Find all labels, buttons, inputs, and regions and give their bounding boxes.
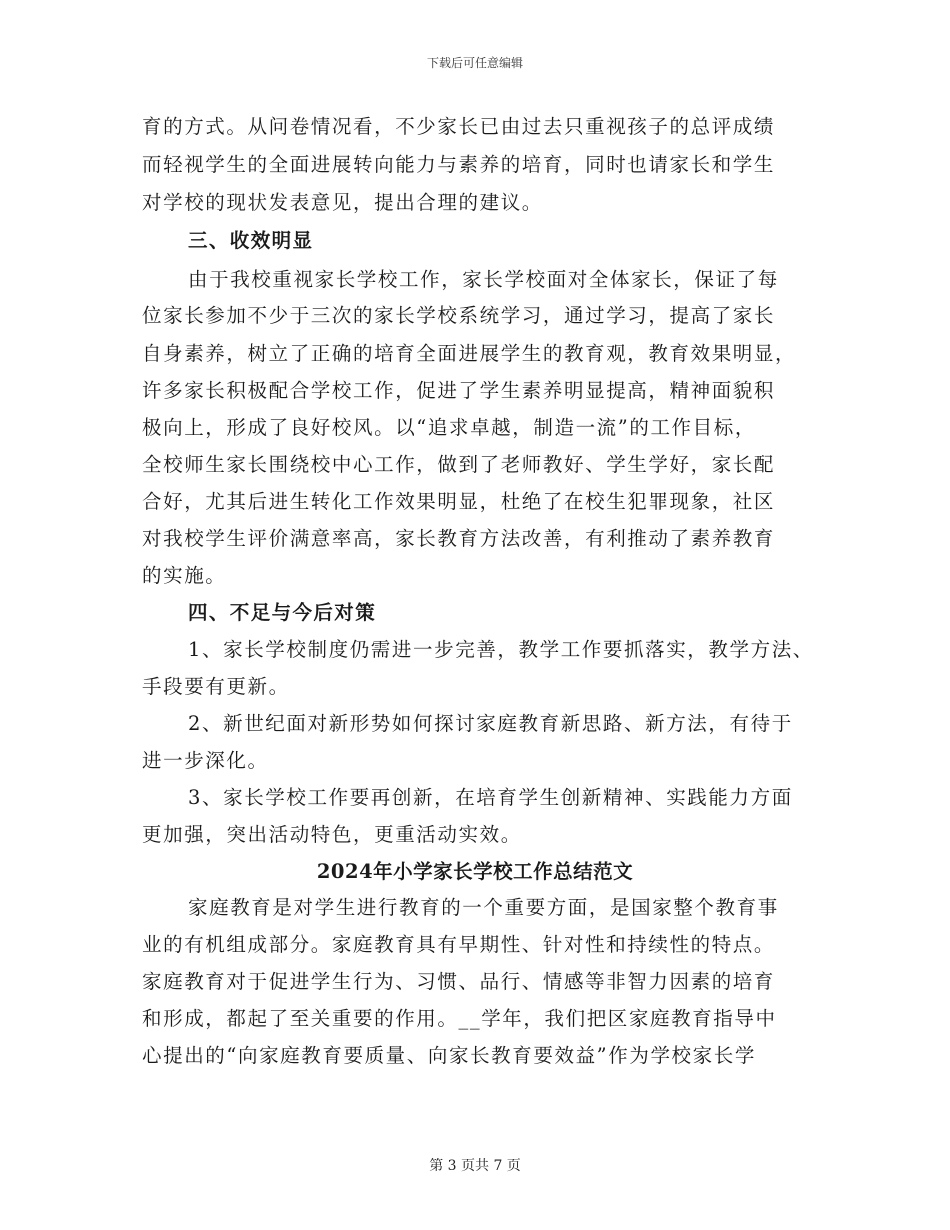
text-line: 由于我校重视家长学校工作，家长学校面对全体家长，保证了每 <box>188 268 779 291</box>
section-heading: 四、不足与今后对策 <box>188 601 377 624</box>
text-line: 极向上，形成了良好校风。以“追求卓越，制造一流”的工作目标， <box>142 416 756 439</box>
text-line: 家庭教育对于促进学生行为、习惯、品行、情感等非智力因素的培育 <box>142 970 776 993</box>
text-line: 全校师生家长围绕校中心工作，做到了老师教好、学生学好，家长配 <box>142 453 776 476</box>
text-line: 和形成，都起了至关重要的作用。__学年，我们把区家庭教育指导中 <box>142 1007 777 1030</box>
text-line: 育的方式。从问卷情况看，不少家长已由过去只重视孩子的总评成绩 <box>142 115 776 138</box>
document-title: 2024年小学家长学校工作总结范文 <box>316 860 634 883</box>
list-item: 3、家长学校工作要再创新，在培育学生创新精神、实践能力方面 <box>188 786 793 809</box>
text-line: 对学校的现状发表意见，提出合理的建议。 <box>142 191 543 214</box>
section-heading: 三、收效明显 <box>188 229 314 252</box>
text-line: 手段要有更新。 <box>142 675 290 698</box>
page-header: 下载后可任意编辑 <box>426 56 523 70</box>
list-item: 1、家长学校制度仍需进一步完善，教学工作要抓落实，教学方法、 <box>188 638 814 661</box>
text-line: 的实施。 <box>142 564 227 587</box>
text-line: 更加强，突出活动特色，更重活动实效。 <box>142 823 522 846</box>
text-line: 家庭教育是对学生进行教育的一个重要方面，是国家整个教育事 <box>188 896 779 919</box>
text-line: 业的有机组成部分。家庭教育具有早期性、针对性和持续性的特点。 <box>142 933 776 956</box>
text-line: 自身素养，树立了正确的培育全面进展学生的教育观，教育效果明显， <box>142 342 797 365</box>
text-line: 而轻视学生的全面进展转向能力与素养的培育，同时也请家长和学生 <box>142 153 776 176</box>
list-item: 2、新世纪面对新形势如何探讨家庭教育新思路、新方法，有待于 <box>188 712 793 735</box>
text-line: 合好，尤其后进生转化工作效果明显，杜绝了在校生犯罪现象，社区 <box>142 490 776 513</box>
page-footer: 第 3 页共 7 页 <box>429 1158 521 1174</box>
text-line: 许多家长积极配合学校工作，促进了学生素养明显提高，精神面貌积 <box>142 379 776 402</box>
text-line: 位家长参加不少于三次的家长学校系统学习，通过学习，提高了家长 <box>142 304 776 327</box>
text-line: 心提出的“向家庭教育要质量、向家长教育要效益”作为学校家长学 <box>142 1044 756 1067</box>
text-line: 对我校学生评价满意率高，家长教育方法改善，有利推动了素养教育 <box>142 527 776 550</box>
text-line: 进一步深化。 <box>142 749 269 772</box>
